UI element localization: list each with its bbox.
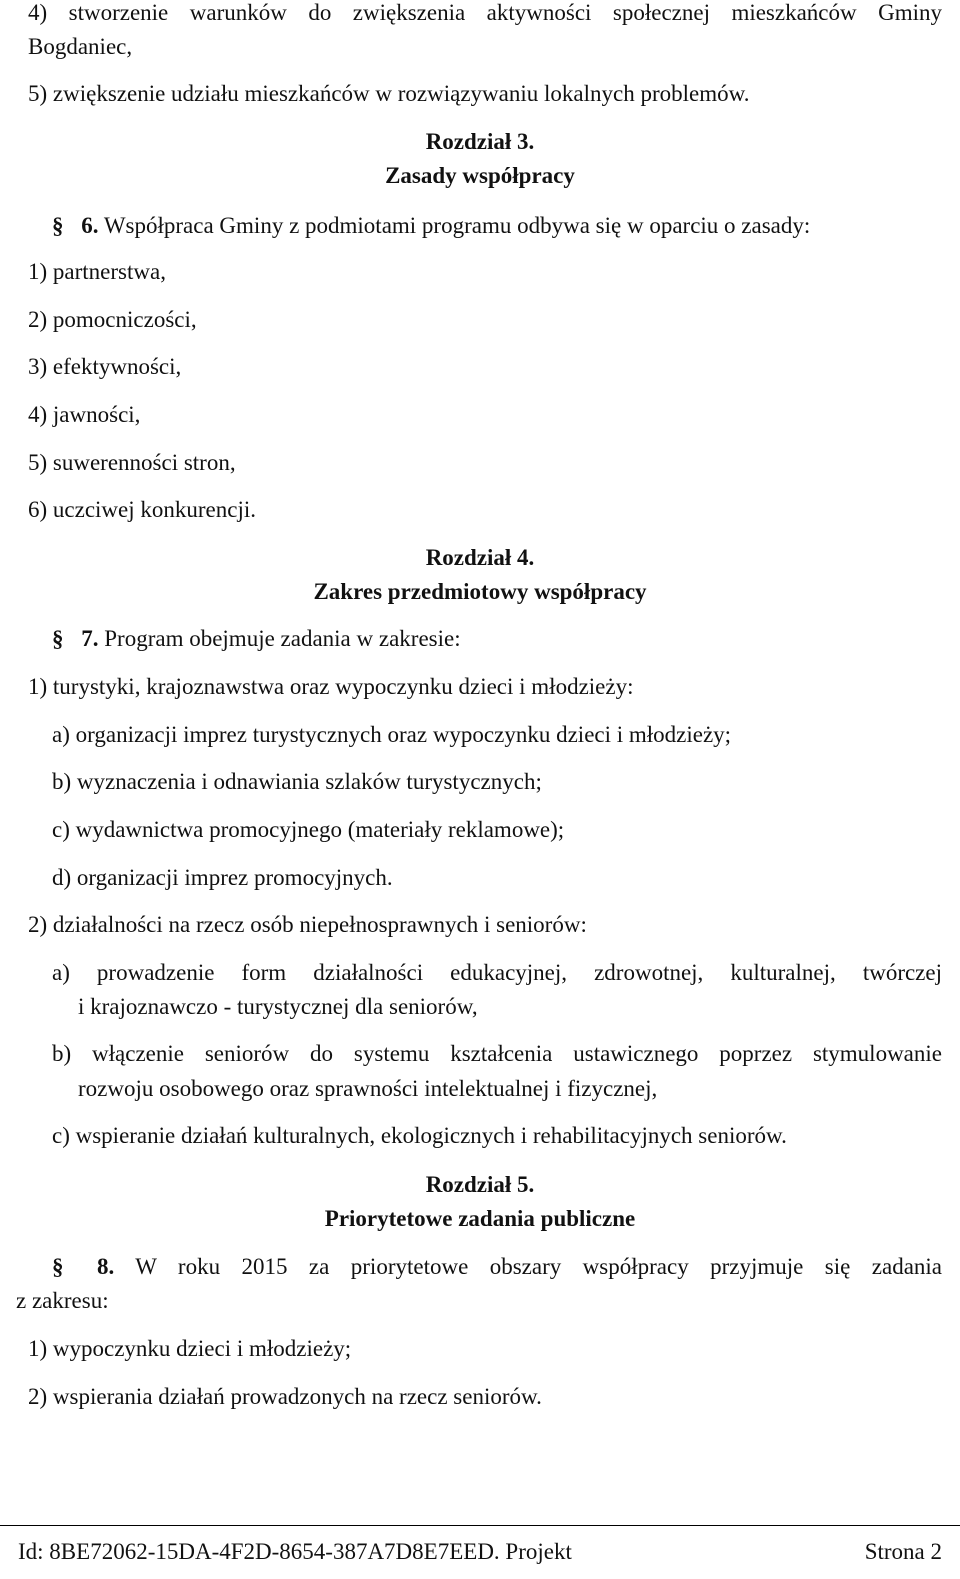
section-sign-icon: § bbox=[52, 213, 64, 238]
item-4-line-2: Bogdaniec, bbox=[28, 34, 133, 59]
item-5: 5) zwiększenie udziału mieszkańców w rozwiązywaniu lokalnych problemów. bbox=[28, 81, 750, 106]
page-footer bbox=[18, 1538, 942, 1565]
paragraph-8-number: 8. bbox=[96, 1254, 115, 1279]
chapter-3-label: Rozdział 3. bbox=[425, 129, 535, 154]
principle-item: 6) uczciwej konkurencji. bbox=[28, 497, 256, 522]
chapter-4-label: Rozdział 4. bbox=[425, 545, 535, 570]
scope-subitem-b-line-1: b) włączenie seniorów do systemu kształcenia ustawicznego poprzez stymulowanie bbox=[52, 1041, 942, 1066]
scope-subitem: a) organizacji imprez turystycznych oraz wypoczynku dzieci i młodzieży; bbox=[52, 722, 732, 747]
paragraph-8-line-1 bbox=[52, 1253, 942, 1280]
paragraph-6-intro: Współpraca Gminy z podmiotami programu odbywa się w oparciu o zasady: bbox=[103, 213, 811, 238]
scope-subitem: c) wydawnictwa promocyjnego (materiały reklamowe); bbox=[52, 817, 565, 842]
paragraph-7-intro: Program obejmuje zadania w zakresie: bbox=[104, 626, 461, 651]
chapter-4-title: Zakres przedmiotowy współpracy bbox=[313, 579, 647, 604]
section-sign-icon: § bbox=[52, 626, 64, 651]
chapter-5-title: Priorytetowe zadania publiczne bbox=[324, 1206, 636, 1231]
paragraph-8-intro: W roku 2015 za priorytetowe obszary współpracy przyjmuje się zadania bbox=[135, 1254, 942, 1279]
scope-item-1: 1) turystyki, krajoznawstwa oraz wypoczynku dzieci i młodzieży: bbox=[28, 674, 634, 699]
paragraph-6 bbox=[52, 212, 942, 239]
footer-divider bbox=[0, 1525, 960, 1526]
principle-item: 5) suwerenności stron, bbox=[28, 450, 236, 475]
paragraph-6-number: 6. bbox=[81, 213, 99, 238]
scope-subitem: d) organizacji imprez promocyjnych. bbox=[52, 865, 393, 890]
scope-subitem: b) wyznaczenia i odnawiania szlaków turystycznych; bbox=[52, 769, 542, 794]
section-sign-icon: § bbox=[52, 1254, 64, 1279]
document-id: Id: 8BE72062-15DA-4F2D-8654-387A7D8E7EED. Projekt bbox=[18, 1539, 572, 1564]
scope-item-2: 2) działalności na rzecz osób niepełnosprawnych i seniorów: bbox=[28, 912, 587, 937]
principle-item: 4) jawności, bbox=[28, 402, 141, 427]
paragraph-7 bbox=[52, 625, 942, 652]
item-4-line-1: 4) stworzenie warunków do zwiększenia aktywności społecznej mieszkańców Gminy bbox=[28, 0, 942, 25]
principle-item: 1) partnerstwa, bbox=[28, 259, 166, 284]
principle-item: 3) efektywności, bbox=[28, 354, 182, 379]
priority-item: 1) wypoczynku dzieci i młodzieży; bbox=[28, 1336, 352, 1361]
priority-item: 2) wspierania działań prowadzonych na rzecz seniorów. bbox=[28, 1384, 542, 1409]
scope-subitem-b-line-2: rozwoju osobowego oraz sprawności intelektualnej i fizycznej, bbox=[78, 1076, 658, 1101]
principle-item: 2) pomocniczości, bbox=[28, 307, 197, 332]
scope-subitem-a-line-2: i krajoznawczo - turystycznej dla seniorów, bbox=[78, 994, 478, 1019]
chapter-5-label: Rozdział 5. bbox=[425, 1172, 535, 1197]
paragraph-7-number: 7. bbox=[81, 626, 99, 651]
scope-subitem-c: c) wspieranie działań kulturalnych, ekologicznych i rehabilitacyjnych seniorów. bbox=[52, 1123, 787, 1148]
chapter-3-title: Zasady współpracy bbox=[385, 163, 575, 188]
page-number: Strona 2 bbox=[864, 1539, 942, 1564]
paragraph-8-line-2: z zakresu: bbox=[16, 1288, 109, 1313]
scope-subitem-a-line-1: a) prowadzenie form działalności edukacyjnej, zdrowotnej, kulturalnej, twórczej bbox=[52, 960, 942, 985]
